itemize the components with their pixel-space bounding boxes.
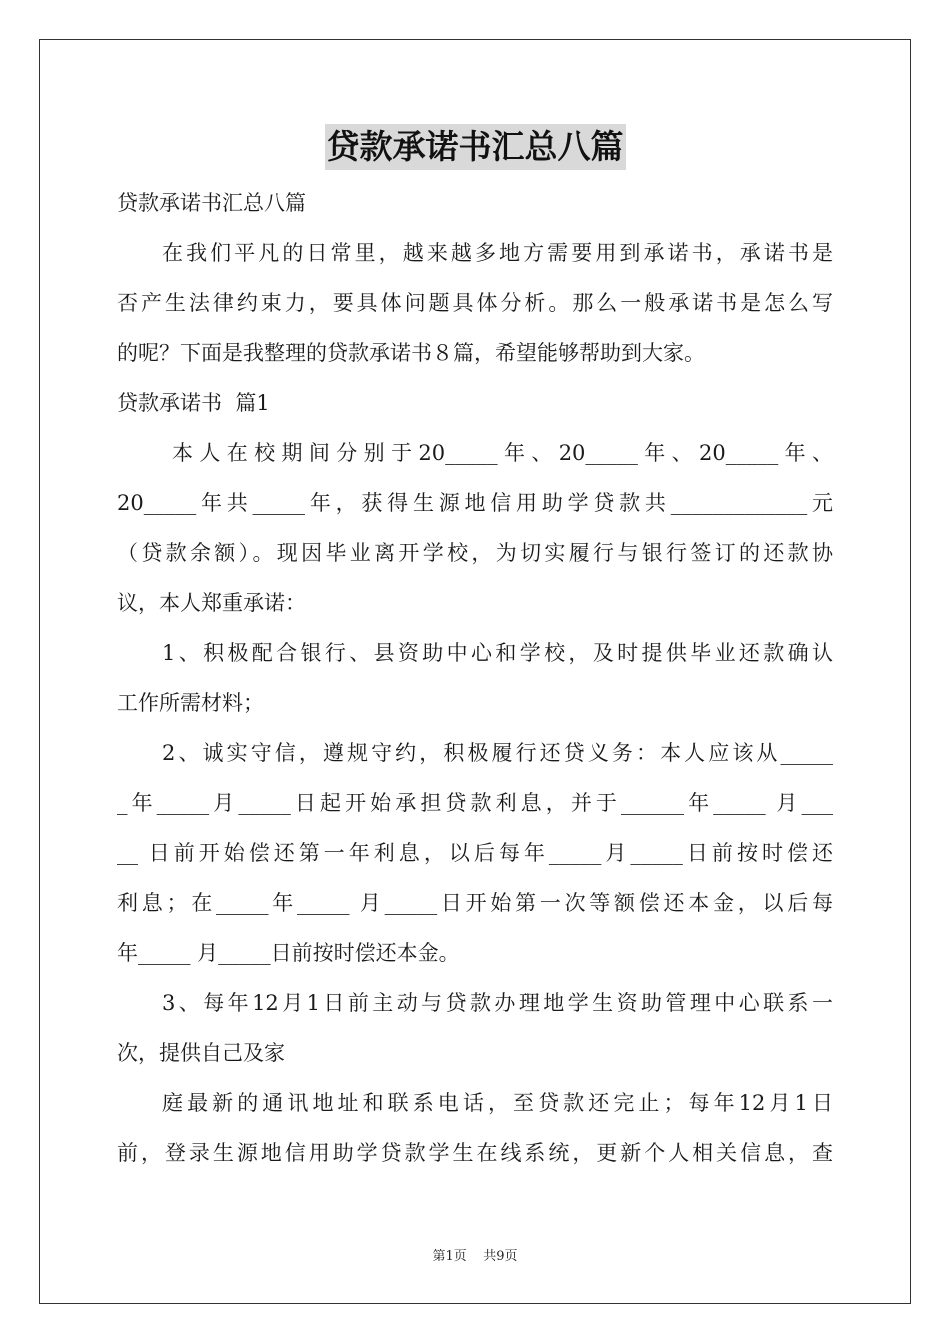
item-2-line-2: _年_____月_____日起开始承担贷款利息，并于______年_____ 月___ [117,791,833,815]
item-1-line-1: 1、积极配合银行、县资助中心和学校，及时提供毕业还款确认 [162,641,833,665]
item-2-line-1: 2、诚实守信，遵规守约，积极履行还贷义务：本人应该从_____ [162,741,833,765]
title-container [0,124,950,170]
item-2-line-4: 利息；在_____年_____ 月_____日开始第一次等额偿还本金，以后每 [117,891,833,915]
paragraph-line-2: 20_____年共_____年，获得生源地信用助学贷款共_____________元 [117,491,833,515]
document-body [117,178,833,1178]
item-3-line-4: 前，登录生源地信用助学贷款学生在线系统，更新个人相关信息，查 [117,1141,833,1165]
intro-line-3: 的呢？下面是我整理的贷款承诺书８篇，希望能够帮助到大家。 [117,341,705,365]
intro-line-2: 否产生法律约束力，要具体问题具体分析。那么一般承诺书是怎么写 [117,291,833,315]
paragraph-line-4: 议，本人郑重承诺： [117,591,306,615]
intro-line-1: 在我们平凡的日常里，越来越多地方需要用到承诺书，承诺书是 [162,241,833,265]
paragraph-line-3: （贷款余额）。现因毕业离开学校，为切实履行与银行签订的还款协 [117,541,833,565]
item-3-line-1: 3、每年12月1日前主动与贷款办理地学生资助管理中心联系一 [162,991,833,1015]
subtitle-line: 贷款承诺书汇总八篇 [117,191,306,215]
item-3-line-3: 庭最新的通讯地址和联系电话，至贷款还完止；每年12月1日 [162,1091,833,1115]
page-number: 第1页 共9页 [432,1249,518,1264]
item-2-line-3: __ 日前开始偿还第一年利息，以后每年_____月_____日前按时偿还 [117,841,833,865]
item-2-line-5: 年_____ 月_____日前按时偿还本金。 [117,941,460,965]
item-3-line-2: 次，提供自己及家 [117,1041,285,1065]
document-title: 贷款承诺书汇总八篇 [325,124,626,170]
item-1-line-2: 工作所需材料； [117,691,264,715]
section-heading: 贷款承诺书 篇1 [117,391,270,415]
paragraph-line-1: 本人在校期间分别于20_____年、20_____年、20_____年、 [172,441,833,465]
